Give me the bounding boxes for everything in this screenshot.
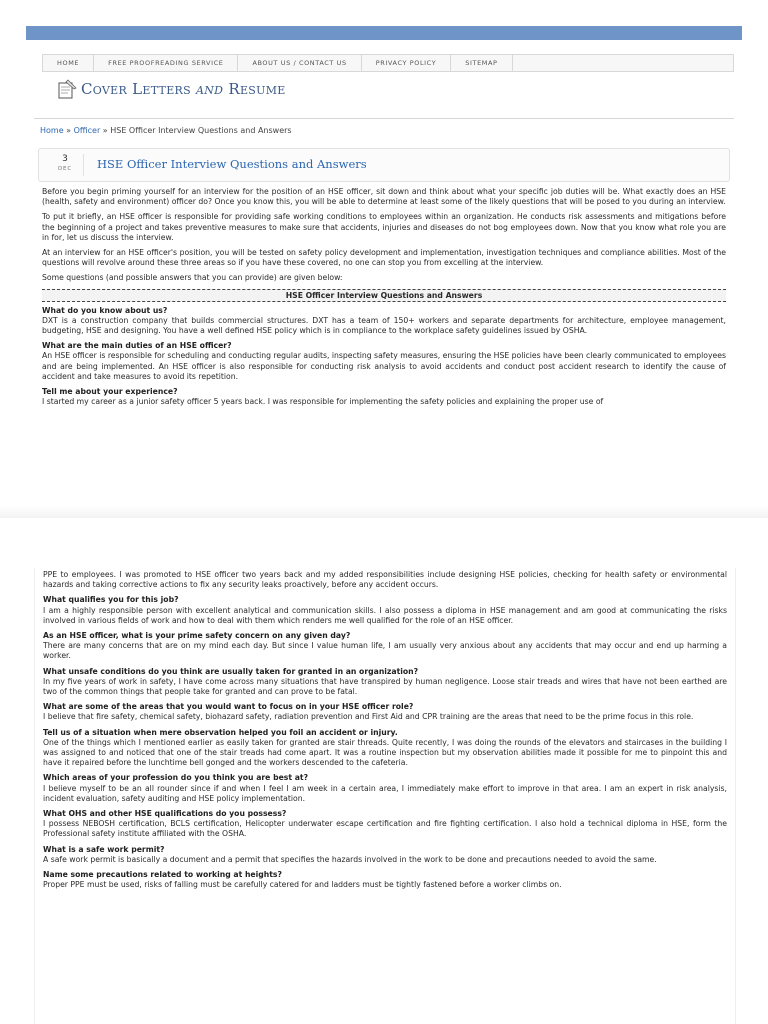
question: Name some precautions related to working at heights? — [43, 870, 282, 880]
nav-privacy[interactable]: PRIVACY POLICY — [362, 55, 452, 71]
logo-text-part3: Resume — [223, 80, 286, 98]
question: Which areas of your profession do you think you are best at? — [43, 773, 309, 783]
question: What is a safe work permit? — [43, 844, 165, 854]
intro-paragraph: Before you begin priming yourself for an interview for the position of an HSE officer, sit down and think about what your specific job duties will be. What exactly does an HSE (health, safety and environment) officer do? Once you know this, you will be able to determine at least some of the likely questions that will be posed to you during an interview. — [42, 187, 726, 207]
breadcrumb-separator: » — [63, 126, 74, 135]
answer: DXT is a construction company that builds commercial structures. DXT has a team of 150+ workers and separate departments for architecture, employee management, budgeting, HSE and designing. You have a well defined HSE policy which is in compliance to the workplace safety guidelines issued by OSHA. — [42, 315, 726, 336]
answer: In my five years of work in safety, I have come across many situations that have transpired by human negligence. Loose stair treads and wires that have not been earthed are two of the common things that people take for granted and can prove to be fatal. — [43, 676, 727, 697]
post-header — [38, 148, 730, 182]
logo-text-and: and — [196, 80, 224, 98]
answer: A safe work permit is basically a document and a permit that specifies the hazards involved in the work to be done and precautions needed to avoid the same. — [43, 854, 657, 864]
article-body-page1 — [42, 187, 726, 412]
post-title[interactable]: HSE Officer Interview Questions and Answers — [97, 157, 367, 171]
answer: Proper PPE must be used, risks of falling must be carefully catered for and ladders must be tightly fastened before a worker climbs on. — [43, 880, 562, 890]
intro-paragraph: At an interview for an HSE officer's position, you will be tested on safety policy development and implementation, investigation techniques and compliance abilities. Most of the questions will revolve around these three areas so if you have these covered, no one can stop you from excelling at the interview. — [42, 248, 726, 268]
question: What unsafe conditions do you think are usually taken for granted in an organization? — [43, 666, 419, 676]
breadcrumb-home-link[interactable]: Home — [40, 126, 64, 135]
nav-home[interactable]: HOME — [43, 55, 94, 71]
question: Tell us of a situation when mere observation helped you foil an accident or injury. — [43, 727, 398, 737]
top-blue-bar — [26, 26, 742, 40]
page-sheet-2 — [34, 568, 736, 1024]
answer: There are many concerns that are on my mind each day. But since I value human life, I am usually very anxious about any accidents that may occur and end up harming a worker. — [43, 641, 727, 661]
nav-about-contact[interactable]: ABOUT US / CONTACT US — [238, 55, 361, 71]
question: What qualifies you for this job? — [43, 595, 179, 605]
answer-continuation: PPE to employees. I was promoted to HSE officer two years back and my added responsibilities include designing HSE policies, checking for health safety or environmental hazards and taking corrective actions to fix any security leaks proactively, before any accident occurs. — [43, 570, 727, 590]
question: What are the main duties of an HSE officer? — [42, 341, 232, 351]
post-date-month: DEC — [58, 166, 72, 172]
logo-text — [81, 80, 286, 98]
question: What are some of the areas that you would want to focus on in your HSE officer role? — [43, 702, 414, 712]
post-date-day: 3 — [62, 154, 68, 164]
logo-text-part1: Cover Letters — [81, 80, 197, 98]
breadcrumb-separator: » — [100, 126, 111, 135]
answer: I am a highly responsible person with excellent analytical and communication skills. I also possess a diploma in HSE management and am good at communicating the risks involved in various fields of work and how to deal with them which renders me well qualified for the role of an HSE officer. — [43, 605, 727, 625]
page-gap — [0, 518, 768, 568]
document-quill-icon — [56, 79, 78, 99]
question: What OHS and other HSE qualifications do you possess? — [43, 809, 287, 819]
site-logo[interactable] — [56, 74, 286, 104]
question: Tell me about your experience? — [42, 387, 178, 397]
answer: An HSE officer is responsible for scheduling and conducting regular audits, inspecting safety measures, ensuring the HSE policies have been clearly communicated to employees and are being implemented. An HSE officer is also responsible for conducting risk analysis to avoid accidents and conduct post accident research to identify the cause of accident and take measures to avoid its repetition. — [42, 351, 726, 381]
main-nav — [42, 54, 734, 72]
answer: I believe myself to be an all rounder since if and when I feel I am week in a certain area, I immediately make effort to improve in that area. I am an expert in risk analysis, incident evaluation, safety auditing and HSE policy implementation. — [43, 783, 727, 803]
breadcrumb-current: HSE Officer Interview Questions and Answers — [110, 126, 292, 135]
intro-paragraph: To put it briefly, an HSE officer is responsible for providing safe working conditions to employees within an organization. He conducts risk assessments and mitigations before the beginning of a project and takes preventive measures to make sure that accidents, injuries and diseases do not bog employees down. Now that you know what role you are in for, let us discuss the interview. — [42, 212, 726, 242]
article-body-page2 — [43, 570, 727, 895]
qa-section-title: HSE Officer Interview Questions and Answers — [42, 289, 726, 302]
intro-paragraph: Some questions (and possible answers that you can provide) are given below: — [42, 273, 343, 283]
header-divider — [34, 118, 734, 119]
breadcrumb — [40, 126, 292, 135]
post-date — [47, 154, 84, 176]
nav-sitemap[interactable]: SITEMAP — [451, 55, 512, 71]
question: What do you know about us? — [42, 305, 168, 315]
breadcrumb-officer-link[interactable]: Officer — [73, 126, 101, 135]
answer: One of the things which I mentioned earlier as easily taken for granted are stair threads. Quite recently, I was doing the rounds of the elevators and staircases in the building I was assigned to and noticed that one of the stair treads had come apart. It was a routine inspection but my observation abilities made it possible for me to pinpoint this and have it repaired before the lunchtime bell gonged and the workers descended to the cafeteria. — [43, 737, 727, 768]
page-sheet-1 — [34, 40, 734, 516]
answer: I possess NEBOSH certification, BCLS certification, Helicopter underwater escape certification and fire fighting certification. I also hold a technical diploma in HSE, form the Professional safety institute affiliated with the OSHA. — [43, 819, 727, 839]
question: As an HSE officer, what is your prime safety concern on any given day? — [43, 631, 351, 641]
nav-proofreading[interactable]: FREE PROOFREADING SERVICE — [94, 55, 238, 71]
answer: I believe that fire safety, chemical safety, biohazard safety, radiation prevention and First Aid and CPR training are the areas that need to be the prime focus in this role. — [43, 712, 694, 722]
answer: I started my career as a junior safety officer 5 years back. I was responsible for implementing the safety policies and explaining the proper use of — [42, 397, 604, 407]
